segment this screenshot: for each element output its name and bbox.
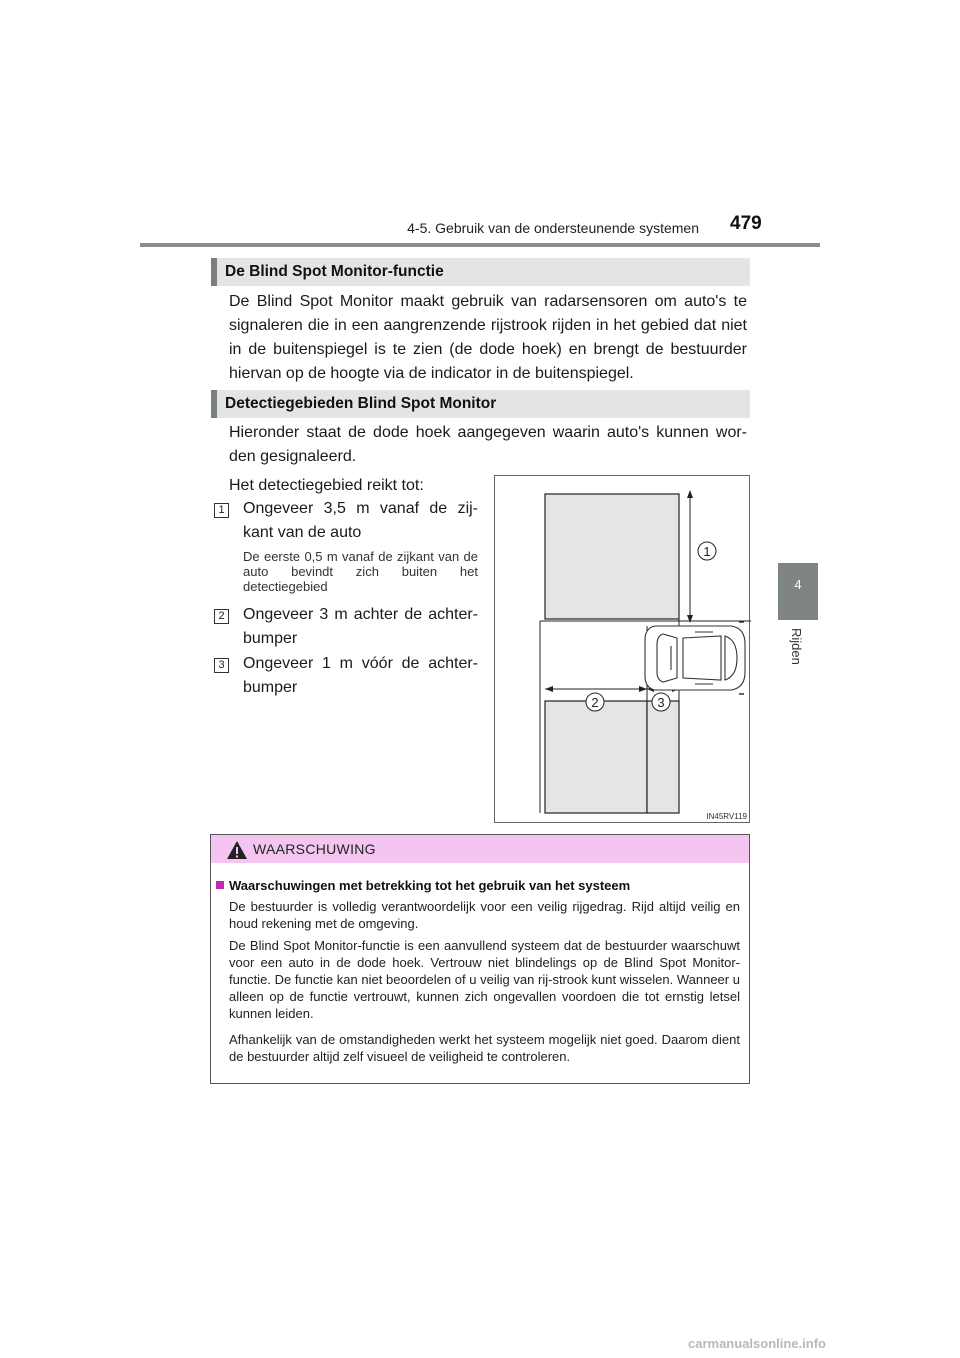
header-divider <box>140 243 820 247</box>
section1-body: De Blind Spot Monitor maakt gebruik van radarsensoren om auto's te signaleren die in een aangrenzende rijstrook rijden in het gebied dat niet in de buitenspiegel is te zien (de dode hoek) en brengt de bestuurder hiervan op de hoogte via de indicator in de buitenspiegel. <box>229 293 747 382</box>
chapter-tab[interactable]: 4 <box>778 563 818 620</box>
overlap-zone <box>647 701 679 813</box>
arrowhead-2-right <box>639 686 647 692</box>
section2-intro: Hieronder staat de dode hoek aangegeven waarin auto's kunnen wor-den gesignaleerd. <box>229 424 747 465</box>
car-top-view <box>645 622 745 694</box>
rear-zone <box>545 701 647 813</box>
chapter-title: 4-5. Gebruik van de ondersteunende systemen <box>407 220 699 236</box>
callout-1-label: 1 <box>703 544 711 559</box>
item-2-text: Ongeveer 3 m achter de achter-bumper <box>243 606 478 647</box>
chapter-tab-label: Rijden <box>789 628 804 665</box>
arrowhead-1-top <box>687 490 693 498</box>
watermark: carmanualsonline.info <box>688 1336 826 1351</box>
diagram-code: IN45RV119 <box>706 812 747 821</box>
diagram-svg <box>495 476 751 824</box>
item-number-3: 3 <box>214 658 229 673</box>
warning-paragraph-3: Afhankelijk van de omstandigheden werkt het systeem mogelijk niet goed. Daarom dient de bestuurder altijd zelf visueel de veiligheid te controleren. <box>229 1032 740 1064</box>
item-number-2: 2 <box>214 609 229 624</box>
detection-area-diagram <box>494 475 750 823</box>
item-3-text: Ongeveer 1 m vóór de achter-bumper <box>243 655 478 696</box>
item-1-note: De eerste 0,5 m vanaf de zijkant van de auto bevindt zich buiten het detectiegebied <box>243 549 478 594</box>
arrowhead-2-left <box>545 686 553 692</box>
warning-triangle-icon <box>226 840 248 860</box>
item-1-text: Ongeveer 3,5 m vanaf de zij-kant van de auto <box>243 500 478 541</box>
warning-title: WAARSCHUWING <box>253 841 376 857</box>
item-number-1: 1 <box>214 503 229 518</box>
warning-paragraph-2: De Blind Spot Monitor-functie is een aanvullend systeem dat de bestuurder waarschuwt voor een auto in de dode hoek. Vertrouw niet blindelings op de Blind Spot Monitor-functie. De functie kan niet beoordelen of u veilig van rij-strook kunt wisselen. Wanneer u alleen op de functie vertrouwt, kunnen zich ongevallen voordoen die tot ernstig letsel kunnen leiden. <box>229 938 740 1021</box>
warning-item-title: Waarschuwingen met betrekking tot het gebruik van het systeem <box>229 878 631 893</box>
section-heading-detection-areas: Detectiegebieden Blind Spot Monitor <box>211 390 750 418</box>
callout-3-label: 3 <box>657 695 665 710</box>
warning-bullet-icon <box>216 881 224 889</box>
side-zone <box>545 494 679 619</box>
arrowhead-1-bottom <box>687 615 693 623</box>
warning-paragraph-1: De bestuurder is volledig verantwoordelijk voor een veilig rijgedrag. Rijd altijd veilig en houd rekening met de omgeving. <box>229 899 740 931</box>
range-intro: Het detectiegebied reikt tot: <box>229 477 424 494</box>
callout-2-label: 2 <box>591 695 599 710</box>
section-heading-blind-spot-function: De Blind Spot Monitor-functie <box>211 258 750 286</box>
page-number: 479 <box>730 213 762 234</box>
